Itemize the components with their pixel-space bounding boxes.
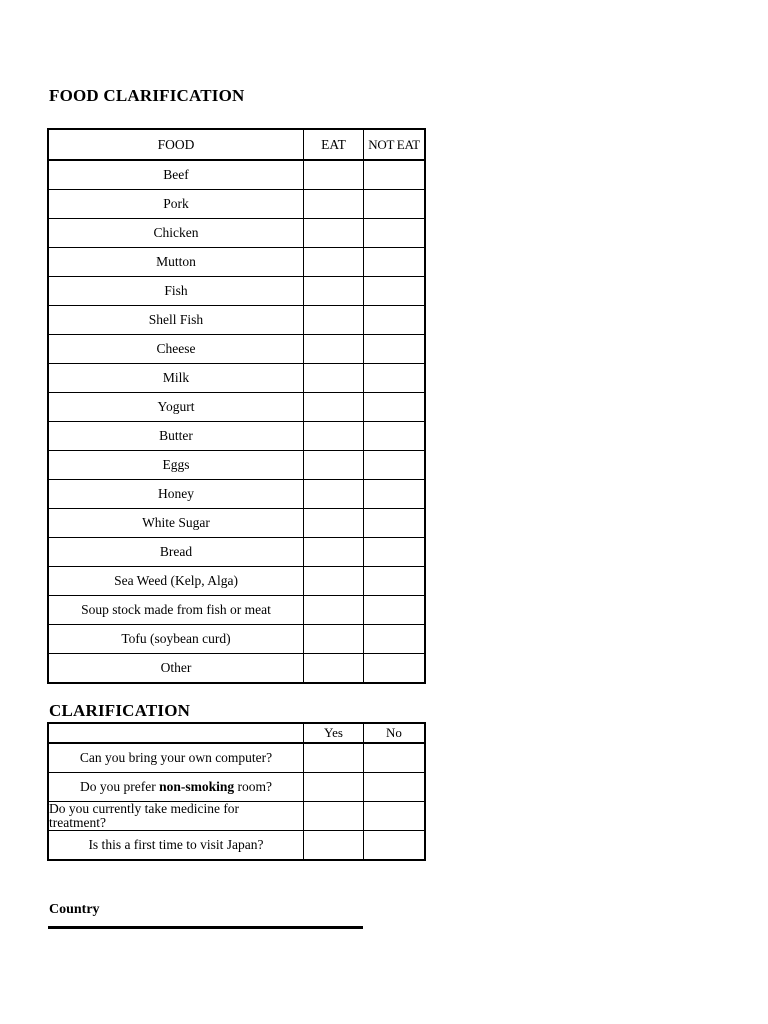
eat-cell[interactable] — [304, 480, 364, 509]
food-item-label: Pork — [48, 190, 304, 219]
not-eat-cell[interactable] — [364, 219, 426, 248]
food-item-label: Beef — [48, 160, 304, 190]
question-row-japan — [48, 831, 425, 861]
clarification-title: CLARIFICATION — [49, 701, 191, 720]
food-item-label: Other — [48, 654, 304, 684]
food-row — [48, 422, 425, 451]
food-item-label: Mutton — [48, 248, 304, 277]
country-label: Country — [49, 902, 100, 917]
eat-column-header: EAT — [304, 129, 364, 160]
food-column-header: FOOD — [48, 129, 304, 160]
not-eat-cell[interactable] — [364, 306, 426, 335]
answer-yes-cell[interactable] — [304, 743, 364, 773]
not-eat-cell[interactable] — [364, 596, 426, 625]
clarification-table — [47, 722, 426, 861]
food-table — [47, 128, 426, 684]
food-row — [48, 625, 425, 654]
eat-cell[interactable] — [304, 160, 364, 190]
question-computer: Can you bring your own computer? — [48, 743, 304, 773]
eat-cell[interactable] — [304, 219, 364, 248]
food-row — [48, 219, 425, 248]
answer-no-cell[interactable] — [364, 773, 426, 802]
food-item-label: Chicken — [48, 219, 304, 248]
food-row — [48, 248, 425, 277]
food-row — [48, 538, 425, 567]
question-medicine-text: Do you currently take medicine for treatment? — [49, 801, 240, 830]
not-eat-cell[interactable] — [364, 654, 426, 684]
food-item-label: Cheese — [48, 335, 304, 364]
food-item-label: Eggs — [48, 451, 304, 480]
eat-cell[interactable] — [304, 335, 364, 364]
food-row — [48, 567, 425, 596]
food-item-label: Yogurt — [48, 393, 304, 422]
question-smoking-suffix: room? — [234, 779, 272, 794]
eat-cell[interactable] — [304, 190, 364, 219]
not-eat-cell[interactable] — [364, 364, 426, 393]
eat-cell[interactable] — [304, 567, 364, 596]
answer-yes-cell[interactable] — [304, 802, 364, 831]
question-smoking-emphasis: non-smoking — [159, 779, 235, 794]
food-clarification-title: FOOD CLARIFICATION — [49, 86, 245, 105]
question-japan: Is this a first time to visit Japan? — [48, 831, 304, 861]
eat-cell[interactable] — [304, 451, 364, 480]
food-row — [48, 509, 425, 538]
question-row-computer — [48, 743, 425, 773]
food-item-label: Tofu (soybean curd) — [48, 625, 304, 654]
food-item-label: Milk — [48, 364, 304, 393]
not-eat-cell[interactable] — [364, 190, 426, 219]
eat-cell[interactable] — [304, 393, 364, 422]
eat-cell[interactable] — [304, 277, 364, 306]
food-item-label: Bread — [48, 538, 304, 567]
food-item-label: Soup stock made from fish or meat — [48, 596, 304, 625]
not-eat-cell[interactable] — [364, 451, 426, 480]
eat-cell[interactable] — [304, 509, 364, 538]
not-eat-cell[interactable] — [364, 248, 426, 277]
food-item-label: Fish — [48, 277, 304, 306]
eat-cell[interactable] — [304, 422, 364, 451]
answer-no-cell[interactable] — [364, 831, 426, 861]
not-eat-column-header: NOT EAT — [364, 129, 426, 160]
eat-cell[interactable] — [304, 306, 364, 335]
question-smoking — [48, 773, 304, 802]
food-row — [48, 654, 425, 684]
not-eat-cell[interactable] — [364, 567, 426, 596]
food-row — [48, 451, 425, 480]
food-item-label: Shell Fish — [48, 306, 304, 335]
food-table-header — [48, 129, 425, 160]
question-column-header — [48, 723, 304, 743]
food-row — [48, 596, 425, 625]
food-row — [48, 364, 425, 393]
food-row — [48, 277, 425, 306]
food-row — [48, 393, 425, 422]
answer-no-cell[interactable] — [364, 802, 426, 831]
not-eat-cell[interactable] — [364, 625, 426, 654]
country-input-line[interactable] — [48, 926, 363, 929]
yes-column-header: Yes — [304, 723, 364, 743]
not-eat-cell[interactable] — [364, 277, 426, 306]
eat-cell[interactable] — [304, 654, 364, 684]
eat-cell[interactable] — [304, 248, 364, 277]
not-eat-cell[interactable] — [364, 422, 426, 451]
question-smoking-prefix: Do you prefer — [79, 779, 160, 794]
not-eat-cell[interactable] — [364, 509, 426, 538]
not-eat-cell[interactable] — [364, 393, 426, 422]
question-row-smoking — [48, 773, 425, 802]
eat-cell[interactable] — [304, 364, 364, 393]
question-medicine — [48, 802, 304, 831]
food-row — [48, 190, 425, 219]
eat-cell[interactable] — [304, 625, 364, 654]
no-column-header: No — [364, 723, 426, 743]
food-row — [48, 306, 425, 335]
food-row — [48, 335, 425, 364]
not-eat-cell[interactable] — [364, 480, 426, 509]
answer-yes-cell[interactable] — [304, 773, 364, 802]
food-item-label: Butter — [48, 422, 304, 451]
answer-yes-cell[interactable] — [304, 831, 364, 861]
not-eat-cell[interactable] — [364, 160, 426, 190]
food-item-label: Sea Weed (Kelp, Alga) — [48, 567, 304, 596]
eat-cell[interactable] — [304, 596, 364, 625]
clarification-table-header — [48, 723, 425, 743]
food-row — [48, 480, 425, 509]
food-item-label: Honey — [48, 480, 304, 509]
food-item-label: White Sugar — [48, 509, 304, 538]
food-row — [48, 160, 425, 190]
not-eat-cell[interactable] — [364, 538, 426, 567]
not-eat-cell[interactable] — [364, 335, 426, 364]
eat-cell[interactable] — [304, 538, 364, 567]
answer-no-cell[interactable] — [364, 743, 426, 773]
question-row-medicine — [48, 802, 425, 831]
